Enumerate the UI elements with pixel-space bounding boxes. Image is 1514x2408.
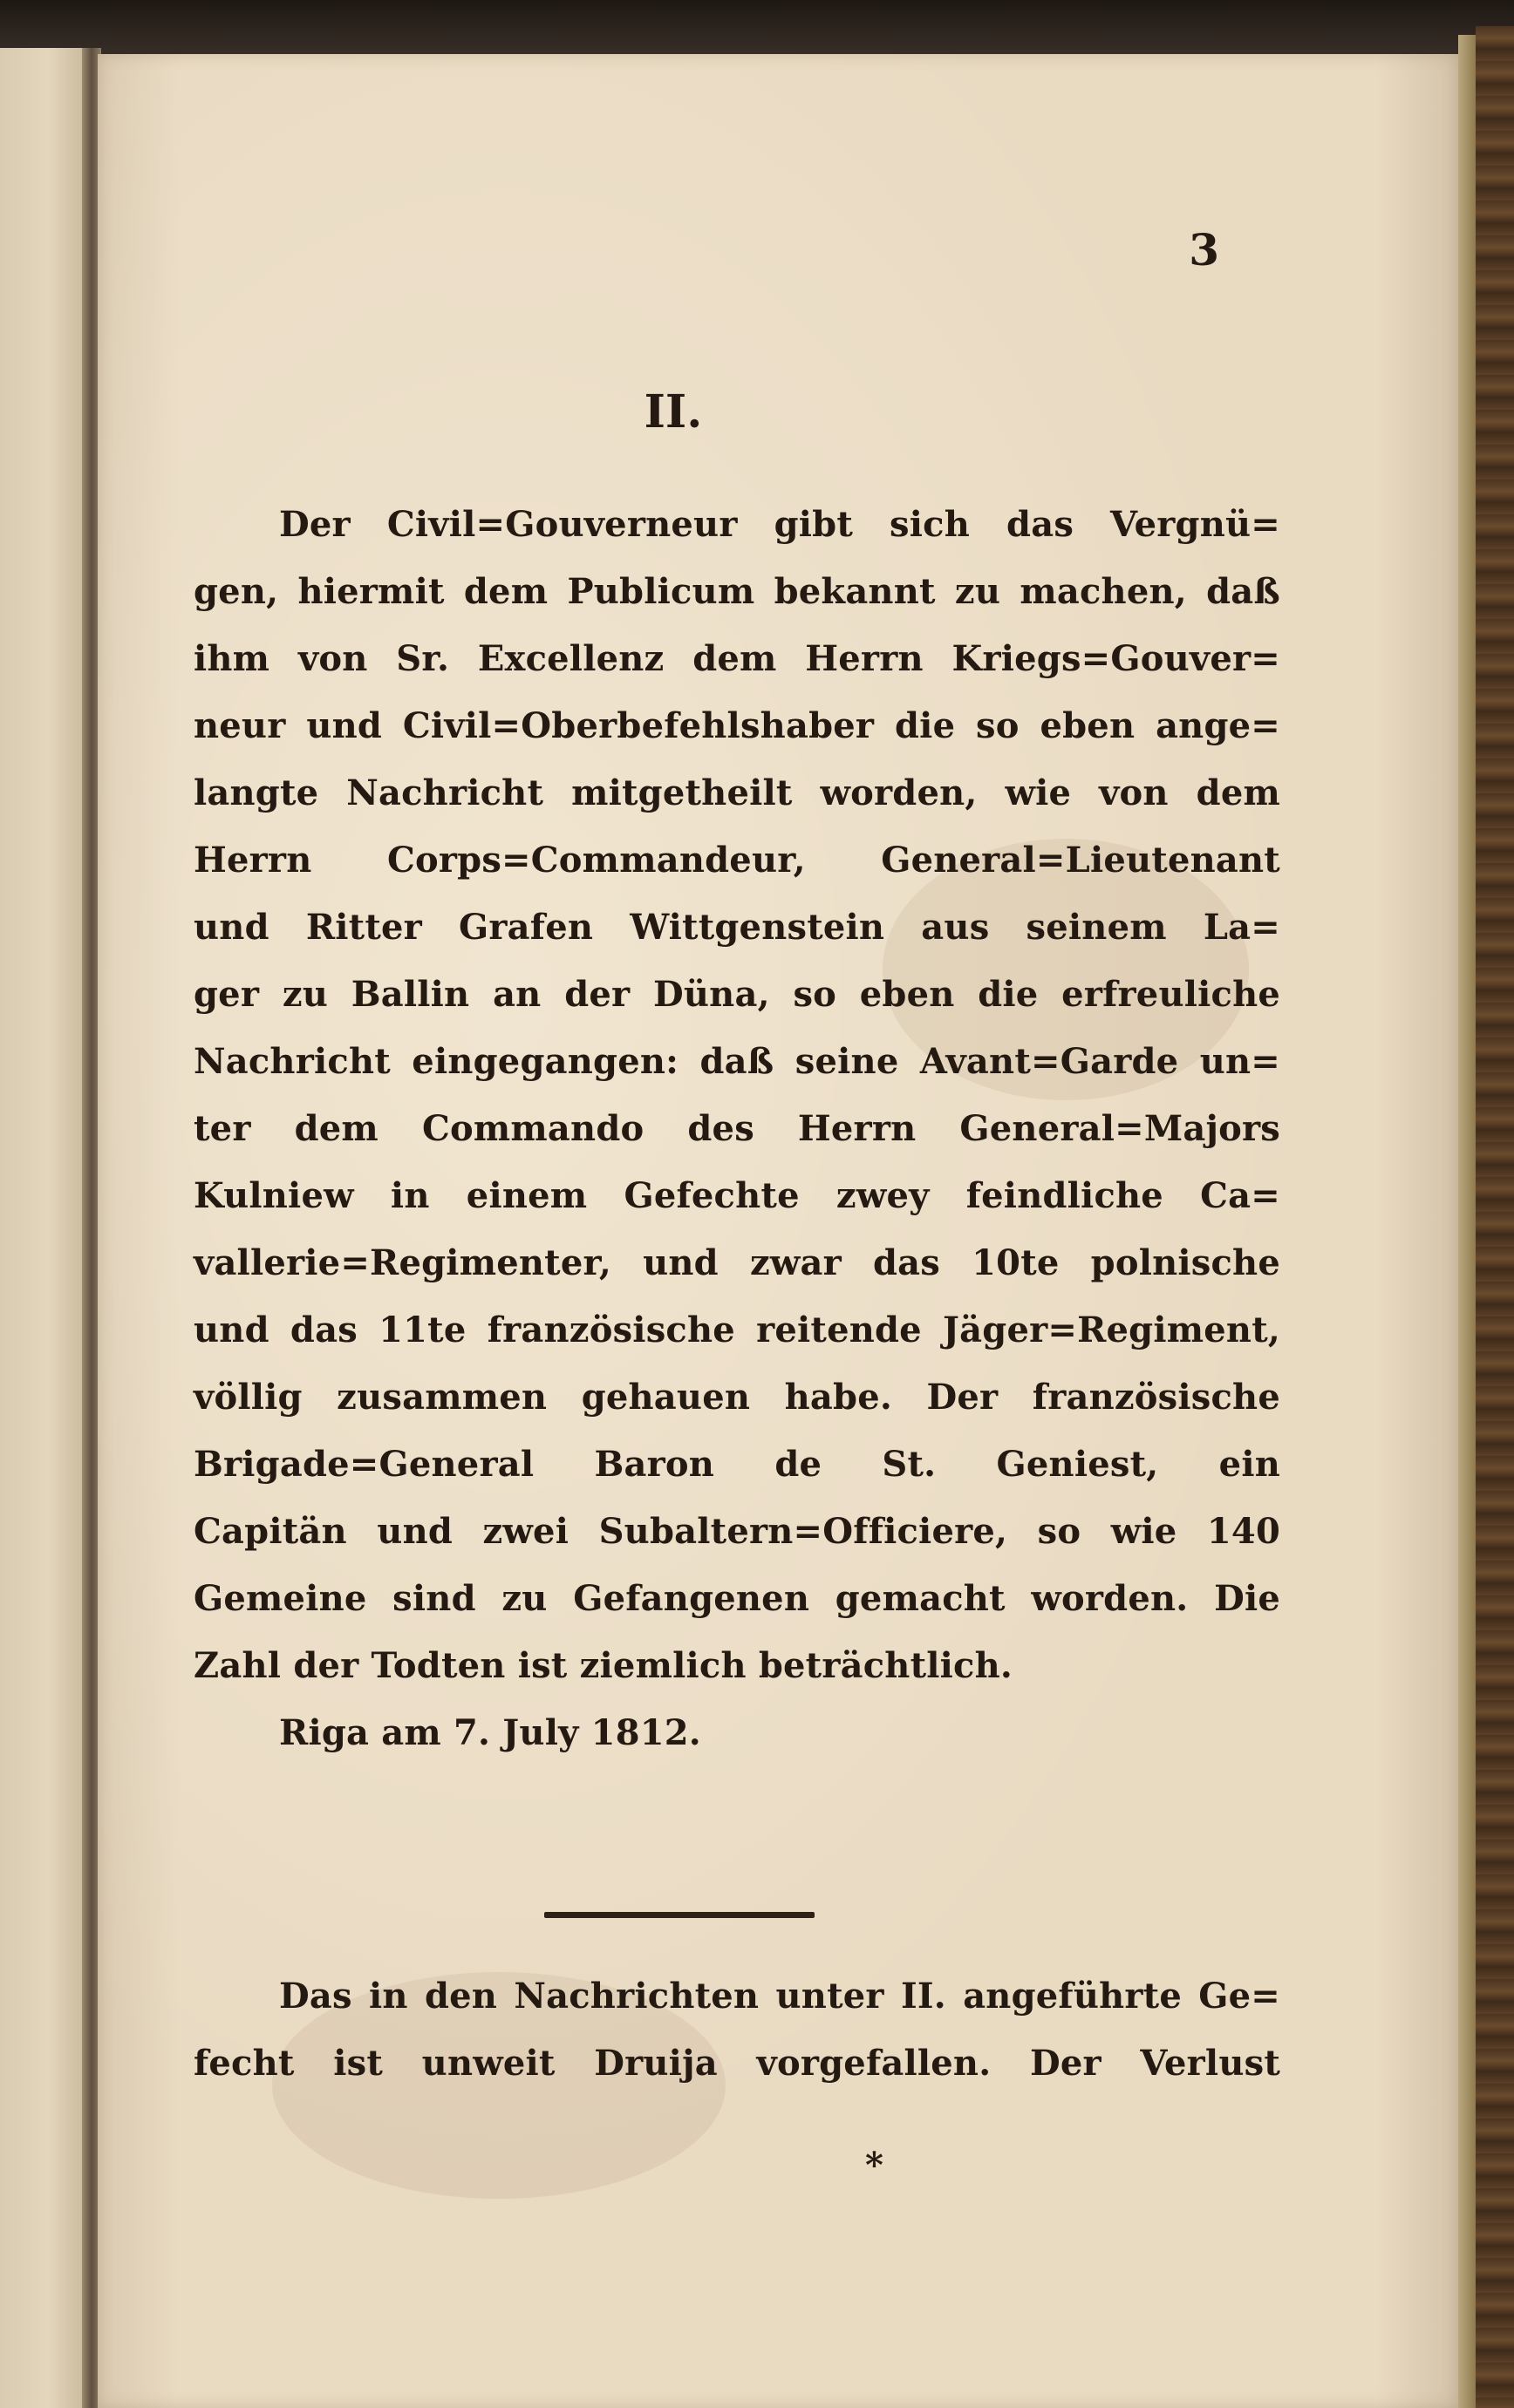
signature-mark: * bbox=[865, 2145, 883, 2186]
background-surface bbox=[0, 0, 1514, 61]
text-line: Brigade=General Baron de St. Geniest, ein bbox=[194, 1444, 1280, 1485]
section-heading: II. bbox=[644, 385, 703, 439]
text-line: Kulniew in einem Gefechte zwey feindliche Ca= bbox=[194, 1175, 1280, 1216]
book-page bbox=[98, 54, 1458, 2408]
text-line: fecht ist unweit Druija vorgefallen. Der Verlust bbox=[194, 2043, 1280, 2084]
text-line: Der Civil=Gouverneur gibt sich das Vergnü= bbox=[279, 504, 1280, 545]
text-line: Zahl der Todten ist ziemlich beträchtlich. bbox=[194, 1645, 1013, 1686]
text-line: völlig zusammen gehauen habe. Der französische bbox=[194, 1377, 1280, 1418]
text-line: langte Nachricht mitgetheilt worden, wie von dem bbox=[194, 772, 1280, 813]
text-line: und das 11te französische reitende Jäger=Regiment, bbox=[194, 1309, 1280, 1350]
text-line: Nachricht eingegangen: daß seine Avant=Garde un= bbox=[194, 1041, 1280, 1082]
text-line: ger zu Ballin an der Düna, so eben die erfreuliche bbox=[194, 974, 1280, 1015]
facing-page-edge bbox=[0, 48, 87, 2408]
text-line: Gemeine sind zu Gefangenen gemacht worden. Die bbox=[194, 1578, 1280, 1619]
text-line: ihm von Sr. Excellenz dem Herrn Kriegs=Gouver= bbox=[194, 638, 1280, 679]
text-line: gen, hiermit dem Publicum bekannt zu machen, daß bbox=[194, 571, 1280, 612]
section-divider-rule bbox=[544, 1912, 815, 1918]
text-line: neur und Civil=Oberbefehlshaber die so eben ange= bbox=[194, 705, 1280, 746]
page-fore-edge bbox=[1458, 35, 1476, 2408]
dateline: Riga am 7. July 1812. bbox=[279, 1712, 701, 1753]
page-number: 3 bbox=[1189, 224, 1219, 275]
text-line: ter dem Commando des Herrn General=Majors bbox=[194, 1108, 1280, 1149]
text-line: und Ritter Grafen Wittgenstein aus seinem La= bbox=[194, 907, 1280, 948]
text-line: Herrn Corps=Commandeur, General=Lieutenant bbox=[194, 840, 1280, 881]
text-line: vallerie=Regimenter, und zwar das 10te polnische bbox=[194, 1242, 1280, 1283]
text-line: Das in den Nachrichten unter II. angeführte Ge= bbox=[279, 1976, 1280, 2017]
text-line: Capitän und zwei Subaltern=Officiere, so wie 140 bbox=[194, 1511, 1280, 1552]
book-cover-edge bbox=[1476, 26, 1514, 2408]
